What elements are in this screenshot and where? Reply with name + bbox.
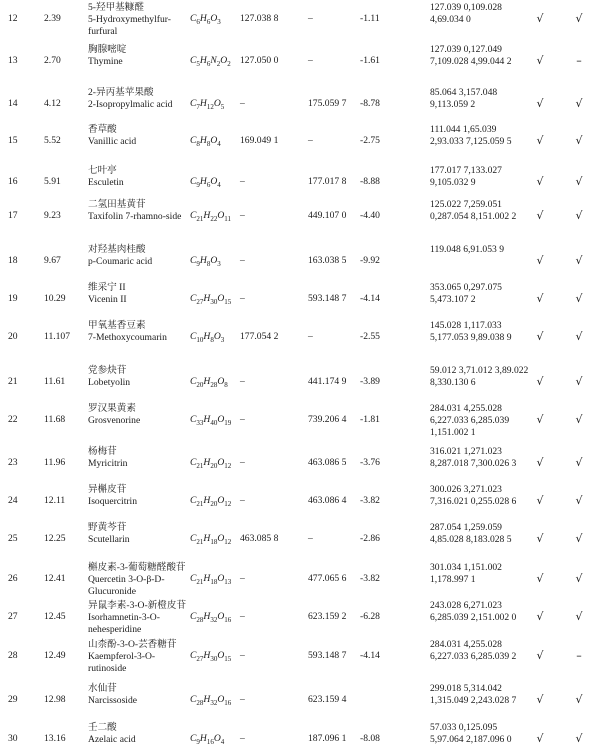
presence-mark-2: √ [575, 456, 583, 469]
presence-mark-2: √ [575, 134, 583, 147]
positive-ion-mz: – [240, 210, 245, 221]
compound-name-en: Thymine [88, 56, 123, 67]
mass-error: -6.28 [360, 611, 380, 622]
compound-name [88, 722, 188, 746]
negative-ion-mz: 739.206 4 [308, 414, 347, 425]
row-number: 30 [8, 733, 18, 744]
presence-mark-2: √ [575, 532, 583, 545]
compound-name [88, 124, 188, 148]
presence-mark-1: √ [536, 494, 544, 507]
positive-ion-mz: 177.054 2 [240, 331, 279, 342]
compound-name-cn: 异槲皮苷 [88, 484, 127, 495]
compound-name [88, 165, 188, 189]
retention-time: 10.29 [44, 293, 66, 304]
row-number: 23 [8, 457, 18, 468]
row-number: 26 [8, 573, 18, 584]
mass-error: -1.11 [360, 13, 380, 24]
compound-name [88, 639, 188, 675]
molecular-formula: $C_9H_{16}O_4$ [190, 733, 225, 746]
molecular-formula: $C_5H_6N_2O_2$ [190, 55, 231, 68]
row-number: 28 [8, 650, 18, 661]
molecular-formula: $C_{21}H_{20}O_{12}$ [190, 457, 232, 470]
negative-ion-mz: 177.017 8 [308, 176, 347, 187]
fragment-ions: 59.012 3,71.012 3,89.022 8,330.130 6 [430, 365, 529, 388]
compound-name [88, 87, 188, 111]
row-number: 22 [8, 414, 18, 425]
positive-ion-mz: – [240, 611, 245, 622]
positive-ion-mz: – [240, 414, 245, 425]
presence-mark-1: √ [536, 175, 544, 188]
retention-time: 12.45 [44, 611, 66, 622]
fragment-ions: 299.018 5,314.042 1,315.049 2,243.028 7 [430, 683, 517, 706]
mass-error: -3.89 [360, 376, 380, 387]
row-number: 20 [8, 331, 18, 342]
compound-name-en: Myricitrin [88, 458, 128, 469]
presence-mark-2: √ [575, 413, 583, 426]
positive-ion-mz: – [240, 733, 245, 744]
mass-error: -2.86 [360, 533, 380, 544]
presence-mark-2: √ [575, 494, 583, 507]
negative-ion-mz: 175.059 7 [308, 98, 347, 109]
mass-error: -3.82 [360, 495, 380, 506]
fragment-ions: 127.039 0,127.049 7,109.028 4,99.044 2 [430, 44, 512, 67]
retention-time: 12.98 [44, 694, 66, 705]
compound-name [88, 484, 188, 508]
negative-ion-mz: 163.038 5 [308, 255, 347, 266]
positive-ion-mz: – [240, 176, 245, 187]
retention-time: 2.39 [44, 13, 61, 24]
presence-mark-2: – [576, 649, 582, 662]
molecular-formula: $C_{27}H_{30}O_{15}$ [190, 293, 232, 306]
mass-error: -8.88 [360, 176, 380, 187]
compound-name-cn: 香草酸 [88, 124, 117, 135]
compound-name-en: Taxifolin 7-rhamno-side [88, 211, 182, 222]
compound-name [88, 320, 188, 344]
compound-name-cn: 罗汉果黄素 [88, 403, 136, 414]
compound-name-cn: 党参炔苷 [88, 365, 127, 376]
molecular-formula: $C_{10}H_8O_3$ [190, 331, 225, 344]
mass-error: -2.55 [360, 331, 380, 342]
compound-name-cn: 水仙苷 [88, 683, 117, 694]
retention-time: 2.70 [44, 55, 61, 66]
compound-name-cn: 5-羟甲基糠醛 [88, 2, 144, 13]
row-number: 13 [8, 55, 18, 66]
presence-mark-1: √ [536, 134, 544, 147]
row-number: 14 [8, 98, 18, 109]
fragment-ions: 284.031 4,255.028 6,227.033 6,285.039 1,151.002 1 [430, 403, 510, 438]
negative-ion-mz: 623.159 4 [308, 694, 347, 705]
row-number: 27 [8, 611, 18, 622]
presence-mark-2: √ [575, 610, 583, 623]
fragment-ions: 243.028 6,271.023 6,285.039 2,151.002 0 [430, 600, 517, 623]
molecular-formula: $C_{20}H_{28}O_8$ [190, 376, 228, 389]
fragment-ions: 301.034 1,151.002 1,178.997 1 [430, 562, 502, 585]
presence-mark-1: √ [536, 693, 544, 706]
negative-ion-mz: 187.096 1 [308, 733, 347, 744]
positive-ion-mz: 169.049 1 [240, 135, 279, 146]
retention-time: 9.23 [44, 210, 61, 221]
compound-name-en: 7-Methoxycoumarin [88, 332, 167, 343]
row-number: 19 [8, 293, 18, 304]
presence-mark-2: √ [575, 292, 583, 305]
presence-mark-2: √ [575, 572, 583, 585]
negative-ion-mz: – [308, 331, 313, 342]
fragment-ions: 119.048 6,91.053 9 [430, 244, 504, 255]
molecular-formula: $C_{21}H_{20}O_{12}$ [190, 495, 232, 508]
molecular-formula: $C_{28}H_{32}O_{16}$ [190, 694, 232, 707]
positive-ion-mz: – [240, 573, 245, 584]
positive-ion-mz: – [240, 457, 245, 468]
presence-mark-2: √ [575, 693, 583, 706]
mass-error: -3.82 [360, 573, 380, 584]
presence-mark-2: √ [575, 375, 583, 388]
compound-name [88, 44, 188, 68]
compound-name-en: Esculetin [88, 177, 124, 188]
molecular-formula: $C_{21}H_{18}O_{13}$ [190, 573, 232, 586]
molecular-formula: $C_{28}H_{32}O_{16}$ [190, 611, 232, 624]
retention-time: 11.68 [44, 414, 66, 425]
compound-name-en: Lobetyolin [88, 377, 131, 388]
presence-mark-1: √ [536, 413, 544, 426]
positive-ion-mz: – [240, 293, 245, 304]
fragment-ions: 287.054 1,259.059 4,85.028 8,183.028 5 [430, 522, 512, 545]
presence-mark-1: √ [536, 54, 544, 67]
fragment-ions: 127.039 0,109.028 4,69.034 0 [430, 2, 502, 25]
presence-mark-2: √ [575, 97, 583, 110]
negative-ion-mz: 623.159 2 [308, 611, 347, 622]
retention-time: 4.12 [44, 98, 61, 109]
positive-ion-mz: – [240, 650, 245, 661]
mass-error: -1.81 [360, 414, 380, 425]
compound-name-cn: 槲皮素-3-葡萄糖醛酸苷 Quercetin 3-O-β-D-Glucuronide [88, 562, 186, 597]
presence-mark-2: √ [575, 12, 583, 25]
compound-name [88, 282, 188, 306]
presence-mark-2: √ [575, 254, 583, 267]
positive-ion-mz: 463.085 8 [240, 533, 279, 544]
compound-name-cn: 胸腺嘧啶 [88, 44, 127, 55]
compound-name-en: Narcissoside [88, 695, 138, 706]
mass-error: -4.40 [360, 210, 380, 221]
negative-ion-mz: 593.148 7 [308, 293, 347, 304]
compound-name-cn: 2-异丙基苹果酸 [88, 87, 154, 98]
presence-mark-1: √ [536, 572, 544, 585]
molecular-formula: $C_6H_6O_3$ [190, 13, 221, 26]
compound-name-cn: 七叶亭 [88, 165, 117, 176]
negative-ion-mz: – [308, 135, 313, 146]
positive-ion-mz: – [240, 376, 245, 387]
compound-name-en: 5-Hydroxymethylfur-furfural [88, 14, 171, 37]
fragment-ions: 57.033 0,125.095 5,97.064 2,187.096 0 [430, 722, 512, 745]
row-number: 15 [8, 135, 18, 146]
row-number: 16 [8, 176, 18, 187]
compound-name-cn: 杨梅苷 [88, 446, 117, 457]
row-number: 24 [8, 495, 18, 506]
retention-time: 12.41 [44, 573, 66, 584]
compound-name [88, 562, 188, 598]
retention-time: 5.91 [44, 176, 61, 187]
compound-name-en: Isoquercitrin [88, 496, 138, 507]
fragment-ions: 177.017 7,133.027 9,105.032 9 [430, 165, 502, 188]
compound-name [88, 403, 188, 427]
negative-ion-mz: 441.174 9 [308, 376, 347, 387]
molecular-formula: $C_{27}H_{30}O_{15}$ [190, 650, 232, 663]
compound-name [88, 244, 188, 268]
compound-name-cn: 维采宁 II [88, 282, 126, 293]
compound-name-cn: 甲氧基香豆素 [88, 320, 146, 331]
mass-error: -4.14 [360, 650, 380, 661]
presence-mark-2: √ [575, 175, 583, 188]
compound-name-cn: 野黄芩苷 [88, 522, 127, 533]
mass-error: -2.75 [360, 135, 380, 146]
presence-mark-2: – [576, 54, 582, 67]
presence-mark-1: √ [536, 12, 544, 25]
retention-time: 5.52 [44, 135, 61, 146]
compound-name-cn: 山柰酚-3-O-芸香糖苷 Kaempferol-3-O-rutinoside [88, 639, 177, 674]
presence-mark-2: √ [575, 209, 583, 222]
negative-ion-mz: – [308, 55, 313, 66]
positive-ion-mz: 127.050 0 [240, 55, 279, 66]
compound-name-en: 2-Isopropylmalic acid [88, 99, 173, 110]
retention-time: 11.61 [44, 376, 66, 387]
mass-error: -8.08 [360, 733, 380, 744]
fragment-ions: 125.022 7,259.051 0,287.054 8,151.002 2 [430, 199, 517, 222]
fragment-ions: 300.026 3,271.023 7,316.021 0,255.028 6 [430, 484, 517, 507]
compound-name [88, 365, 188, 389]
negative-ion-mz: 463.086 5 [308, 457, 347, 468]
compound-name [88, 446, 188, 470]
presence-mark-1: √ [536, 375, 544, 388]
negative-ion-mz: 477.065 6 [308, 573, 347, 584]
negative-ion-mz: – [308, 533, 313, 544]
presence-mark-1: √ [536, 97, 544, 110]
presence-mark-2: √ [575, 330, 583, 343]
presence-mark-1: √ [536, 649, 544, 662]
positive-ion-mz: – [240, 98, 245, 109]
retention-time: 11.96 [44, 457, 66, 468]
fragment-ions: 316.021 1,271.023 8,287.018 7,300.026 3 [430, 446, 517, 469]
fragment-ions: 111.044 1,65.039 2,93.033 7,125.059 5 [430, 124, 512, 147]
row-number: 12 [8, 13, 18, 24]
compound-name-en: Azelaic acid [88, 734, 136, 745]
negative-ion-mz: 593.148 7 [308, 650, 347, 661]
row-number: 29 [8, 694, 18, 705]
retention-time: 12.49 [44, 650, 66, 661]
compound-name-en: Grosvenorine [88, 415, 141, 426]
compound-name [88, 2, 188, 38]
row-number: 21 [8, 376, 18, 387]
mass-error: -8.78 [360, 98, 380, 109]
fragment-ions: 353.065 0,297.075 5,473.107 2 [430, 282, 502, 305]
presence-mark-1: √ [536, 456, 544, 469]
compound-name-cn: 异鼠李素-3-O-新橙皮苷 Isorhamnetin-3-O-nehesperidine [88, 600, 187, 635]
retention-time: 9.67 [44, 255, 61, 266]
compound-name-en: Vanillic acid [88, 136, 137, 147]
presence-mark-1: √ [536, 209, 544, 222]
negative-ion-mz: 463.086 4 [308, 495, 347, 506]
compound-name [88, 683, 188, 707]
molecular-formula: $C_{33}H_{40}O_{19}$ [190, 414, 232, 427]
compound-name [88, 199, 188, 223]
negative-ion-mz: 449.107 0 [308, 210, 347, 221]
molecular-formula: $C_{21}H_{22}O_{11}$ [190, 210, 232, 223]
mass-error: -9.92 [360, 255, 380, 266]
compound-name-en: p-Coumaric acid [88, 256, 153, 267]
fragment-ions: 284.031 4,255.028 6,227.033 6,285.039 2 [430, 639, 517, 662]
fragment-ions: 85.064 3,157.048 9,113.059 2 [430, 87, 498, 110]
molecular-formula: $C_9H_6O_4$ [190, 176, 221, 189]
positive-ion-mz: – [240, 694, 245, 705]
compound-name-en: Vicenin II [88, 294, 127, 305]
compound-name [88, 522, 188, 546]
compound-name-cn: 壬二酸 [88, 722, 117, 733]
row-number: 25 [8, 533, 18, 544]
retention-time: 11.107 [44, 331, 71, 342]
molecular-formula: $C_9H_8O_3$ [190, 255, 221, 268]
compound-name-cn: 对羟基肉桂酸 [88, 244, 146, 255]
molecular-formula: $C_7H_{12}O_5$ [190, 98, 225, 111]
compound-name [88, 600, 188, 636]
retention-time: 12.25 [44, 533, 66, 544]
retention-time: 12.11 [44, 495, 66, 506]
positive-ion-mz: – [240, 495, 245, 506]
presence-mark-1: √ [536, 532, 544, 545]
presence-mark-1: √ [536, 292, 544, 305]
molecular-formula: $C_{21}H_{18}O_{12}$ [190, 533, 232, 546]
presence-mark-1: √ [536, 732, 544, 745]
mass-error: -3.76 [360, 457, 380, 468]
presence-mark-1: √ [536, 330, 544, 343]
molecular-formula: $C_8H_8O_4$ [190, 135, 221, 148]
compound-name-cn: 二氢田基黄苷 [88, 199, 146, 210]
row-number: 17 [8, 210, 18, 221]
positive-ion-mz: 127.038 8 [240, 13, 279, 24]
presence-mark-2: √ [575, 732, 583, 745]
mass-error: -1.61 [360, 55, 380, 66]
positive-ion-mz: – [240, 255, 245, 266]
mass-error: -4.14 [360, 293, 380, 304]
presence-mark-1: √ [536, 254, 544, 267]
retention-time: 13.16 [44, 733, 66, 744]
presence-mark-1: √ [536, 610, 544, 623]
negative-ion-mz: – [308, 13, 313, 24]
compound-name-en: Scutellarin [88, 534, 130, 545]
row-number: 18 [8, 255, 18, 266]
fragment-ions: 145.028 1,117.033 5,177.053 9,89.038 9 [430, 320, 512, 343]
